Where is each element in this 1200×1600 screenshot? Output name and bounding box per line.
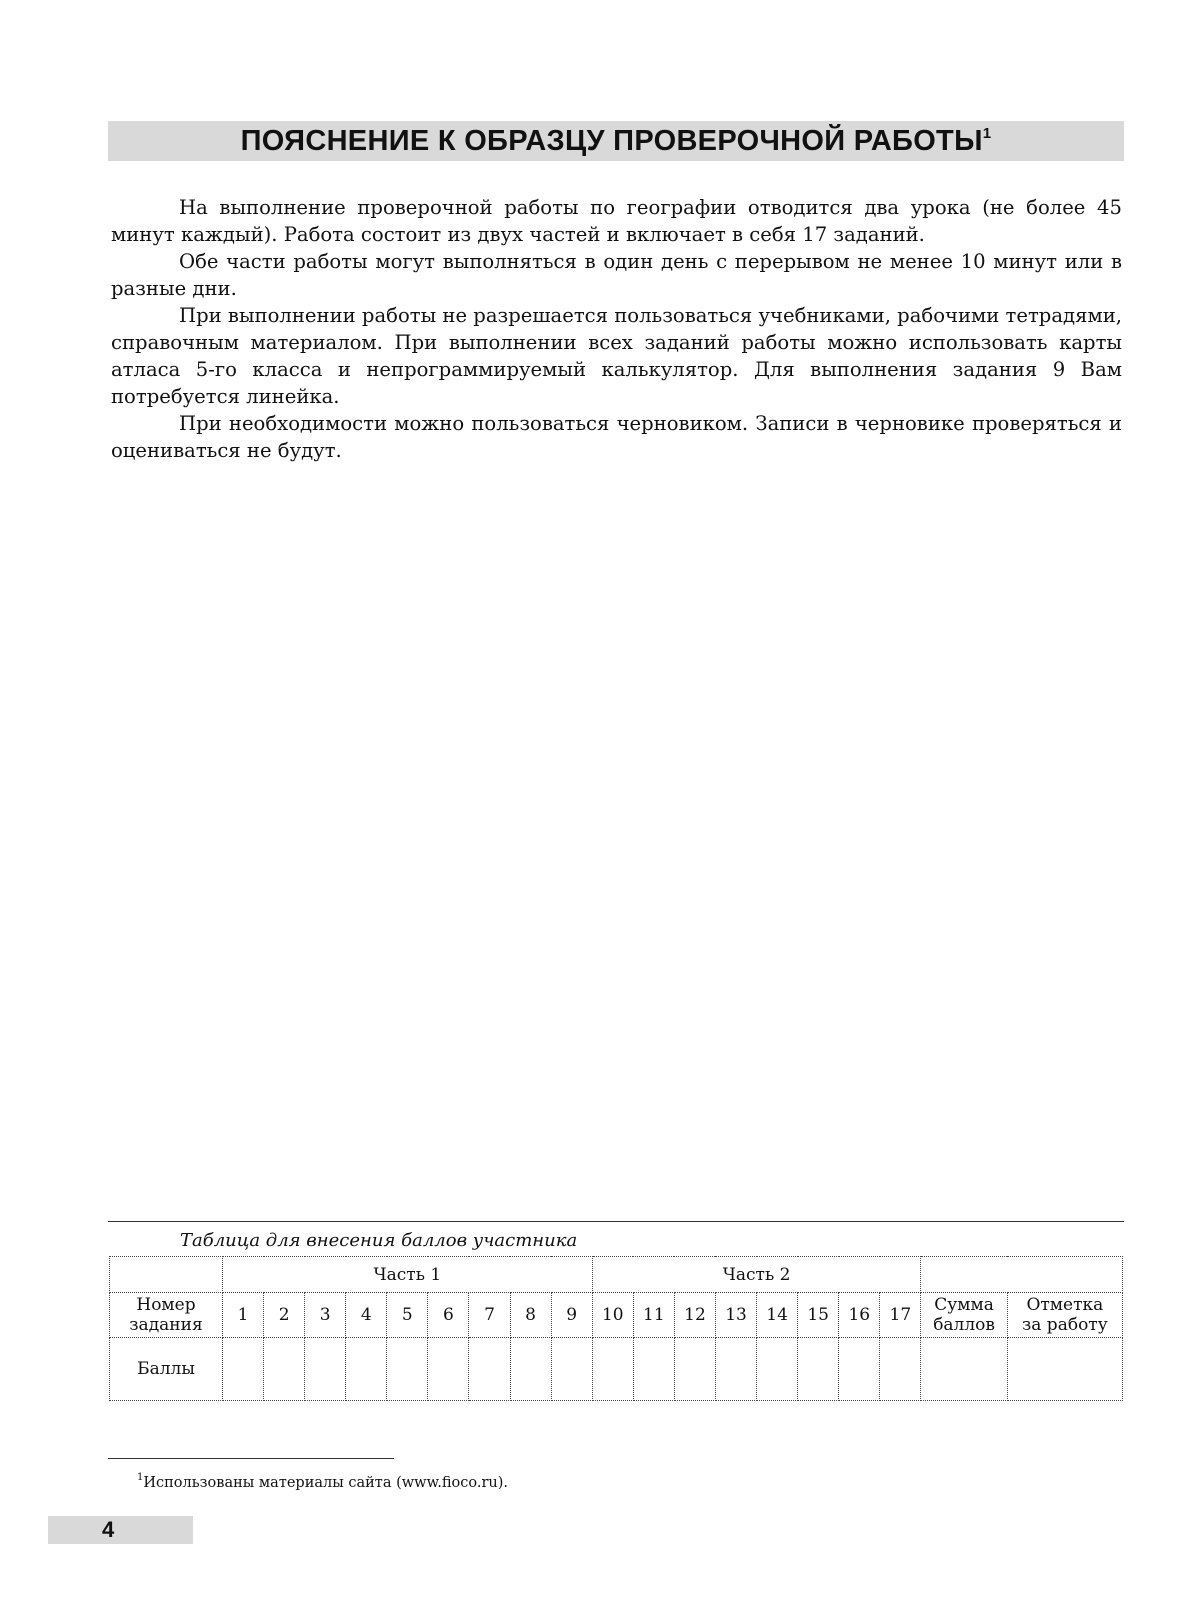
totals-header-cell bbox=[921, 1257, 1123, 1293]
points-entry-cell[interactable] bbox=[222, 1337, 263, 1400]
task-number-cell: 11 bbox=[633, 1293, 674, 1337]
table-row-points bbox=[110, 1337, 1123, 1400]
points-entry-cell[interactable] bbox=[510, 1337, 551, 1400]
table-row-parts bbox=[110, 1257, 1123, 1293]
grade-label bbox=[1007, 1293, 1122, 1337]
points-label: Баллы bbox=[110, 1337, 223, 1400]
task-number-cell: 5 bbox=[387, 1293, 428, 1337]
task-number-cell: 14 bbox=[757, 1293, 798, 1337]
task-number-cell: 8 bbox=[510, 1293, 551, 1337]
task-number-cell: 7 bbox=[469, 1293, 510, 1337]
points-entry-cell[interactable] bbox=[715, 1337, 756, 1400]
task-number-cell: 1 bbox=[222, 1293, 263, 1337]
task-number-cell: 10 bbox=[592, 1293, 633, 1337]
footnote-separator bbox=[108, 1458, 394, 1459]
part2-header: Часть 2 bbox=[592, 1257, 921, 1293]
table-separator-line bbox=[108, 1221, 1124, 1222]
score-table bbox=[109, 1256, 1123, 1401]
footnote bbox=[137, 1472, 508, 1491]
sum-label bbox=[921, 1293, 1007, 1337]
task-number-cell: 13 bbox=[715, 1293, 756, 1337]
task-number-cell: 3 bbox=[305, 1293, 346, 1337]
points-entry-cell[interactable] bbox=[798, 1337, 839, 1400]
sum-entry-cell[interactable] bbox=[921, 1337, 1007, 1400]
points-entry-cell[interactable] bbox=[387, 1337, 428, 1400]
task-number-cell: 17 bbox=[880, 1293, 921, 1337]
grade-label-line1: Отметка bbox=[1026, 1294, 1104, 1315]
points-entry-cell[interactable] bbox=[633, 1337, 674, 1400]
instructions-text bbox=[111, 194, 1122, 464]
paragraph-schedule: Обе части работы могут выполняться в один день с перерывом не менее 10 минут или в разные дни. bbox=[111, 250, 1122, 300]
task-number-label-line2: задания bbox=[129, 1314, 203, 1335]
points-entry-cell[interactable] bbox=[592, 1337, 633, 1400]
points-entry-cell[interactable] bbox=[264, 1337, 305, 1400]
page-number-bar bbox=[48, 1516, 193, 1544]
task-number-cell: 9 bbox=[551, 1293, 592, 1337]
task-number-cell: 15 bbox=[798, 1293, 839, 1337]
points-entry-cell[interactable] bbox=[674, 1337, 715, 1400]
grade-entry-cell[interactable] bbox=[1007, 1337, 1122, 1400]
title-bar bbox=[108, 121, 1124, 161]
part1-header: Часть 1 bbox=[222, 1257, 592, 1293]
points-entry-cell[interactable] bbox=[346, 1337, 387, 1400]
task-number-cell: 4 bbox=[346, 1293, 387, 1337]
paragraph-materials: При выполнении работы не разрешается пользоваться учебниками, рабочими тетрадями, справочным материалом. При выполнении всех заданий работы можно использовать карты атласа 5-го класса и непрограммируемый калькулятор. Для выполнения задания 9 Вам потребуется линейка. bbox=[111, 304, 1122, 408]
task-number-cell: 12 bbox=[674, 1293, 715, 1337]
task-number-label bbox=[110, 1293, 223, 1337]
paragraph-draft: При необходимости можно пользоваться черновиком. Записи в черновике проверяться и оцениваться не будут. bbox=[111, 412, 1122, 462]
sum-label-line2: баллов bbox=[933, 1314, 995, 1335]
task-number-cell: 6 bbox=[428, 1293, 469, 1337]
table-row-task-numbers bbox=[110, 1293, 1123, 1337]
points-entry-cell[interactable] bbox=[757, 1337, 798, 1400]
table-corner-cell bbox=[110, 1257, 223, 1293]
title-text: ПОЯСНЕНИЕ К ОБРАЗЦУ ПРОВЕРОЧНОЙ РАБОТЫ bbox=[240, 124, 983, 157]
points-entry-cell[interactable] bbox=[551, 1337, 592, 1400]
task-number-cell: 16 bbox=[839, 1293, 880, 1337]
grade-label-line2: за работу bbox=[1022, 1314, 1108, 1335]
paragraph-duration: На выполнение проверочной работы по географии отводится два урока (не более 45 минут каждый). Работа состоит из двух частей и включает в себя 17 заданий. bbox=[111, 196, 1122, 246]
page-number: 4 bbox=[102, 1517, 115, 1542]
footnote-text: Использованы материалы сайта (www.fioco.ru). bbox=[143, 1475, 509, 1491]
table-caption: Таблица для внесения баллов участника bbox=[180, 1230, 578, 1251]
task-number-cell: 2 bbox=[264, 1293, 305, 1337]
points-entry-cell[interactable] bbox=[305, 1337, 346, 1400]
points-entry-cell[interactable] bbox=[428, 1337, 469, 1400]
points-entry-cell[interactable] bbox=[880, 1337, 921, 1400]
title-footnote-mark: 1 bbox=[982, 124, 992, 142]
footnote-mark: 1 bbox=[137, 1472, 144, 1483]
points-entry-cell[interactable] bbox=[469, 1337, 510, 1400]
sum-label-line1: Сумма bbox=[934, 1294, 994, 1315]
points-entry-cell[interactable] bbox=[839, 1337, 880, 1400]
page-title bbox=[241, 125, 992, 158]
task-number-label-line1: Номер bbox=[136, 1294, 196, 1315]
